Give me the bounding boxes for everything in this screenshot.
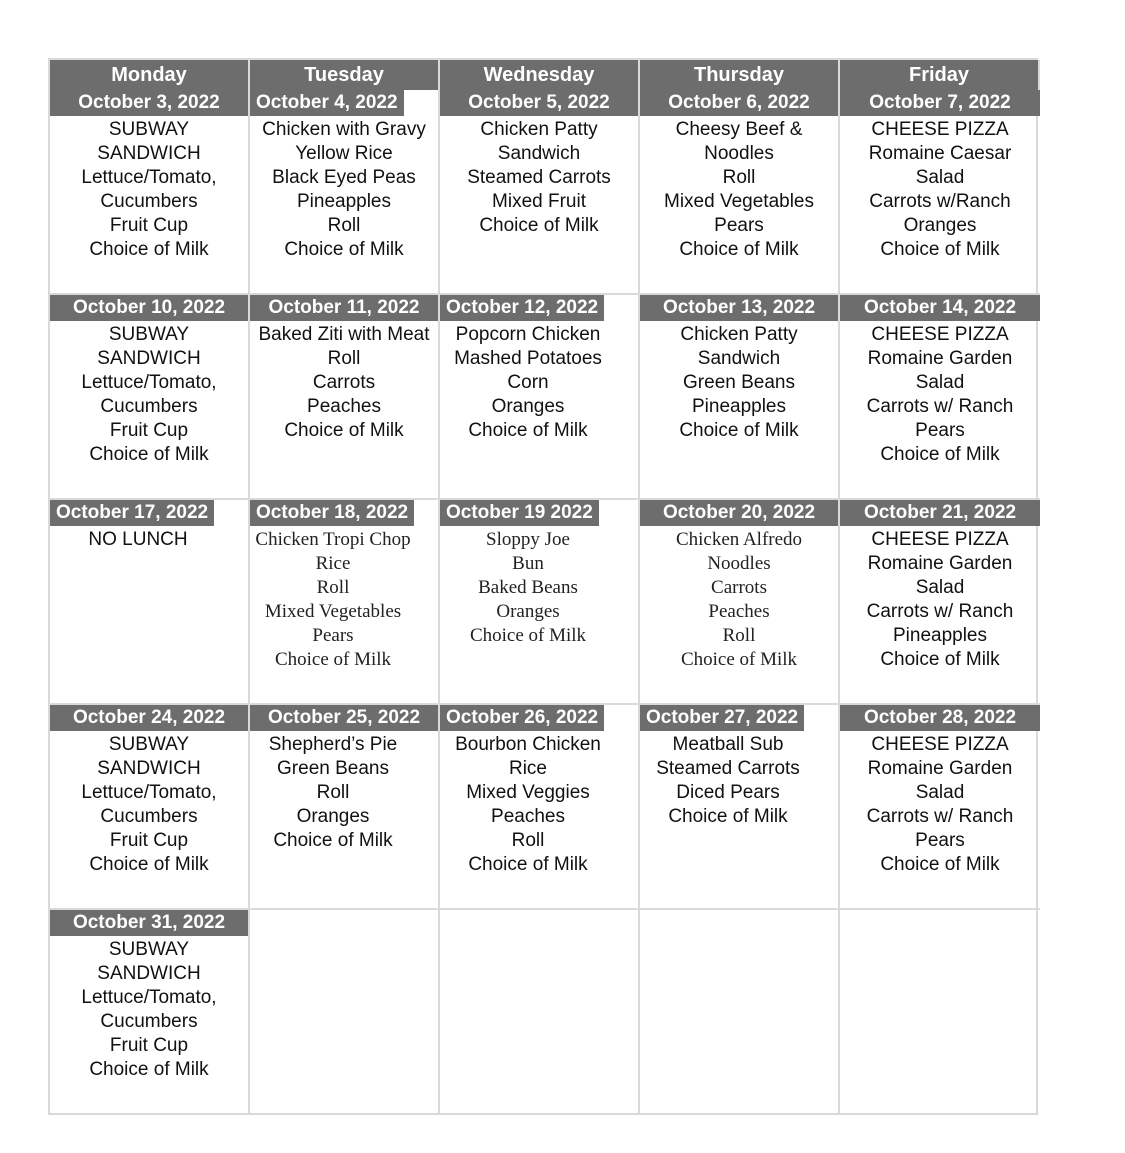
date-label: October 19 2022 bbox=[440, 500, 599, 526]
day-cell bbox=[250, 295, 440, 500]
menu-item: Choice of Milk bbox=[668, 806, 788, 827]
menu-item: Oranges bbox=[296, 806, 370, 827]
menu-items bbox=[640, 118, 838, 262]
menu-item: Bun bbox=[512, 553, 544, 574]
day-header-monday: Monday bbox=[50, 60, 250, 90]
menu-item: Oranges bbox=[496, 601, 560, 622]
menu-item: Choice of Milk bbox=[880, 854, 1000, 875]
menu-item: Mashed Potatoes bbox=[454, 348, 602, 369]
menu-items bbox=[50, 118, 248, 262]
menu-item: Oranges bbox=[491, 396, 565, 417]
day-cell bbox=[50, 500, 250, 705]
date-label: October 3, 2022 bbox=[50, 90, 248, 116]
menu-items bbox=[50, 938, 248, 1082]
day-header-friday: Friday bbox=[840, 60, 1040, 90]
menu-item: Cheesy Beef & bbox=[675, 119, 803, 140]
menu-item: Popcorn Chicken bbox=[455, 324, 601, 345]
menu-item: Mixed Fruit bbox=[492, 191, 586, 212]
menu-item: Baked Ziti with Meat bbox=[258, 324, 430, 345]
menu-item: Baked Beans bbox=[478, 577, 578, 598]
menu-item: Steamed Carrots bbox=[656, 758, 800, 779]
menu-item: Roll bbox=[327, 215, 361, 236]
menu-item: Shepherd’s Pie bbox=[268, 734, 398, 755]
menu-item: Fruit Cup bbox=[109, 830, 189, 851]
menu-item: CHEESE PIZZA bbox=[871, 324, 1009, 345]
menu-item: Peaches bbox=[491, 806, 565, 827]
menu-item: Mixed Veggies bbox=[466, 782, 590, 803]
menu-item: Choice of Milk bbox=[679, 420, 799, 441]
menu-item: Salad bbox=[915, 577, 965, 598]
menu-item: CHEESE PIZZA bbox=[871, 734, 1009, 755]
menu-item: Choice of Milk bbox=[468, 854, 588, 875]
menu-item: Green Beans bbox=[277, 758, 389, 779]
menu-items bbox=[440, 323, 638, 443]
menu-item: SANDWICH bbox=[97, 143, 201, 164]
menu-items bbox=[640, 733, 838, 829]
lunch-menu-calendar bbox=[48, 58, 1038, 1115]
menu-item: Choice of Milk bbox=[479, 215, 599, 236]
menu-item: Pears bbox=[714, 215, 764, 236]
menu-item: Romaine Garden bbox=[867, 348, 1013, 369]
menu-item: Mixed Vegetables bbox=[264, 601, 402, 622]
menu-item: Romaine Garden bbox=[867, 758, 1013, 779]
day-cell bbox=[440, 90, 640, 295]
menu-item: Diced Pears bbox=[676, 782, 780, 803]
day-cell bbox=[250, 500, 440, 705]
menu-item: Carrots w/ Ranch bbox=[866, 601, 1014, 622]
menu-item: Choice of Milk bbox=[89, 444, 209, 465]
menu-item: SUBWAY bbox=[108, 324, 190, 345]
menu-item: NO LUNCH bbox=[88, 529, 188, 550]
menu-item: Lettuce/Tomato, bbox=[81, 987, 217, 1008]
day-header-thursday: Thursday bbox=[640, 60, 840, 90]
menu-item: Choice of Milk bbox=[469, 625, 587, 646]
menu-item: Peaches bbox=[307, 396, 381, 417]
menu-item: Fruit Cup bbox=[109, 1035, 189, 1056]
menu-item: Pineapples bbox=[892, 625, 988, 646]
day-cell bbox=[250, 705, 440, 910]
day-cell bbox=[440, 705, 640, 910]
menu-item: Choice of Milk bbox=[89, 854, 209, 875]
menu-item: Yellow Rice bbox=[295, 143, 393, 164]
menu-items bbox=[50, 528, 248, 552]
empty-cell bbox=[640, 910, 840, 1115]
menu-item: Pineapples bbox=[296, 191, 392, 212]
empty-cell bbox=[440, 910, 640, 1115]
menu-item: Chicken Alfredo bbox=[675, 529, 803, 550]
menu-item: Fruit Cup bbox=[109, 420, 189, 441]
menu-items bbox=[50, 323, 248, 467]
menu-item: Romaine Garden bbox=[867, 553, 1013, 574]
menu-item: SANDWICH bbox=[97, 758, 201, 779]
menu-item: Pears bbox=[312, 625, 354, 646]
menu-items bbox=[250, 733, 438, 853]
menu-item: Choice of Milk bbox=[880, 239, 1000, 260]
menu-item: Choice of Milk bbox=[679, 239, 799, 260]
date-label: October 28, 2022 bbox=[840, 705, 1040, 731]
menu-item: CHEESE PIZZA bbox=[871, 119, 1009, 140]
day-cell bbox=[250, 90, 440, 295]
day-cell bbox=[840, 705, 1040, 910]
menu-items bbox=[840, 528, 1040, 672]
date-label: October 27, 2022 bbox=[640, 705, 804, 731]
menu-item: Cucumbers bbox=[100, 806, 198, 827]
menu-item: Pineapples bbox=[691, 396, 787, 417]
day-header-wednesday: Wednesday bbox=[440, 60, 640, 90]
menu-item: Choice of Milk bbox=[89, 1059, 209, 1080]
date-label: October 26, 2022 bbox=[440, 705, 604, 731]
date-label: October 10, 2022 bbox=[50, 295, 248, 321]
date-label: October 24, 2022 bbox=[50, 705, 248, 731]
empty-cell bbox=[840, 910, 1040, 1115]
menu-item: CHEESE PIZZA bbox=[871, 529, 1009, 550]
menu-item: Carrots w/Ranch bbox=[869, 191, 1011, 212]
menu-item: Choice of Milk bbox=[89, 239, 209, 260]
menu-item: Pears bbox=[915, 420, 965, 441]
date-label: October 11, 2022 bbox=[250, 295, 438, 321]
menu-item: Noodles bbox=[704, 143, 774, 164]
menu-item: Choice of Milk bbox=[880, 444, 1000, 465]
menu-item: Choice of Milk bbox=[680, 649, 798, 670]
menu-item: SUBWAY bbox=[108, 734, 190, 755]
menu-item: SANDWICH bbox=[97, 963, 201, 984]
day-cell bbox=[50, 910, 250, 1115]
menu-item: Roll bbox=[316, 577, 350, 598]
empty-cell bbox=[250, 910, 440, 1115]
menu-item: Black Eyed Peas bbox=[272, 167, 416, 188]
date-label: October 5, 2022 bbox=[440, 90, 638, 116]
menu-item: Roll bbox=[511, 830, 545, 851]
menu-item: Roll bbox=[722, 625, 756, 646]
day-cell bbox=[840, 500, 1040, 705]
date-label: October 31, 2022 bbox=[50, 910, 248, 936]
menu-item: Rice bbox=[508, 758, 547, 779]
menu-item: Cucumbers bbox=[100, 396, 198, 417]
day-cell bbox=[640, 90, 840, 295]
menu-item: Choice of Milk bbox=[284, 239, 404, 260]
menu-item: SUBWAY bbox=[108, 939, 190, 960]
menu-item: Cucumbers bbox=[100, 1011, 198, 1032]
day-cell bbox=[440, 295, 640, 500]
menu-items bbox=[440, 528, 638, 648]
day-cell bbox=[640, 295, 840, 500]
menu-item: Peaches bbox=[708, 601, 770, 622]
menu-item: Chicken Patty bbox=[480, 119, 598, 140]
menu-item: Salad bbox=[915, 782, 965, 803]
menu-item: Roll bbox=[327, 348, 361, 369]
day-cell bbox=[50, 90, 250, 295]
menu-item: Salad bbox=[915, 372, 965, 393]
menu-item: Salad bbox=[915, 167, 965, 188]
day-cell bbox=[840, 90, 1040, 295]
menu-item: Corn bbox=[507, 372, 549, 393]
menu-items bbox=[440, 733, 638, 877]
menu-item: Chicken with Gravy bbox=[262, 119, 426, 140]
menu-item: Mixed Vegetables bbox=[664, 191, 814, 212]
day-cell bbox=[840, 295, 1040, 500]
date-label: October 17, 2022 bbox=[50, 500, 214, 526]
date-label: October 7, 2022 bbox=[840, 90, 1040, 116]
menu-item: Choice of Milk bbox=[284, 420, 404, 441]
date-label: October 12, 2022 bbox=[440, 295, 604, 321]
menu-item: Lettuce/Tomato, bbox=[81, 167, 217, 188]
menu-item: Roll bbox=[722, 167, 756, 188]
menu-items bbox=[640, 528, 838, 672]
menu-item: Cucumbers bbox=[100, 191, 198, 212]
day-cell bbox=[50, 295, 250, 500]
menu-item: Roll bbox=[316, 782, 350, 803]
date-label: October 13, 2022 bbox=[640, 295, 838, 321]
day-cell bbox=[640, 500, 840, 705]
menu-item: SANDWICH bbox=[97, 348, 201, 369]
date-label: October 20, 2022 bbox=[640, 500, 838, 526]
menu-items bbox=[250, 118, 438, 262]
menu-items bbox=[840, 118, 1040, 262]
date-label: October 21, 2022 bbox=[840, 500, 1040, 526]
menu-item: Lettuce/Tomato, bbox=[81, 372, 217, 393]
menu-item: Choice of Milk bbox=[273, 830, 393, 851]
menu-item: Chicken Tropi Chop bbox=[255, 529, 411, 550]
menu-item: Noodles bbox=[707, 553, 771, 574]
menu-item: Choice of Milk bbox=[274, 649, 392, 670]
menu-item: Lettuce/Tomato, bbox=[81, 782, 217, 803]
menu-item: Meatball Sub bbox=[672, 734, 784, 755]
menu-items bbox=[250, 528, 438, 672]
menu-items bbox=[250, 323, 438, 443]
menu-item: SUBWAY bbox=[108, 119, 190, 140]
menu-item: Carrots bbox=[711, 577, 767, 598]
menu-item: Sandwich bbox=[697, 348, 781, 369]
menu-item: Choice of Milk bbox=[880, 649, 1000, 670]
menu-item: Romaine Caesar bbox=[868, 143, 1012, 164]
menu-items bbox=[840, 323, 1040, 467]
menu-items bbox=[440, 118, 638, 238]
date-label: October 18, 2022 bbox=[250, 500, 414, 526]
day-cell bbox=[640, 705, 840, 910]
menu-item: Carrots w/ Ranch bbox=[866, 396, 1014, 417]
day-cell bbox=[440, 500, 640, 705]
menu-items bbox=[840, 733, 1040, 877]
menu-item: Choice of Milk bbox=[468, 420, 588, 441]
menu-item: Pears bbox=[915, 830, 965, 851]
menu-item: Oranges bbox=[903, 215, 977, 236]
date-label: October 6, 2022 bbox=[640, 90, 838, 116]
menu-item: Carrots w/ Ranch bbox=[866, 806, 1014, 827]
date-label: October 14, 2022 bbox=[840, 295, 1040, 321]
menu-item: Steamed Carrots bbox=[467, 167, 611, 188]
menu-item: Bourbon Chicken bbox=[455, 734, 601, 755]
menu-items bbox=[50, 733, 248, 877]
menu-item: Sandwich bbox=[497, 143, 581, 164]
menu-item: Fruit Cup bbox=[109, 215, 189, 236]
menu-item: Rice bbox=[315, 553, 351, 574]
date-label: October 4, 2022 bbox=[250, 90, 404, 116]
menu-item: Carrots bbox=[312, 372, 376, 393]
menu-item: Chicken Patty bbox=[680, 324, 798, 345]
day-cell bbox=[50, 705, 250, 910]
day-header-tuesday: Tuesday bbox=[250, 60, 440, 90]
menu-item: Green Beans bbox=[683, 372, 795, 393]
menu-item: Sloppy Joe bbox=[486, 529, 570, 550]
date-label: October 25, 2022 bbox=[250, 705, 438, 731]
menu-items bbox=[640, 323, 838, 443]
